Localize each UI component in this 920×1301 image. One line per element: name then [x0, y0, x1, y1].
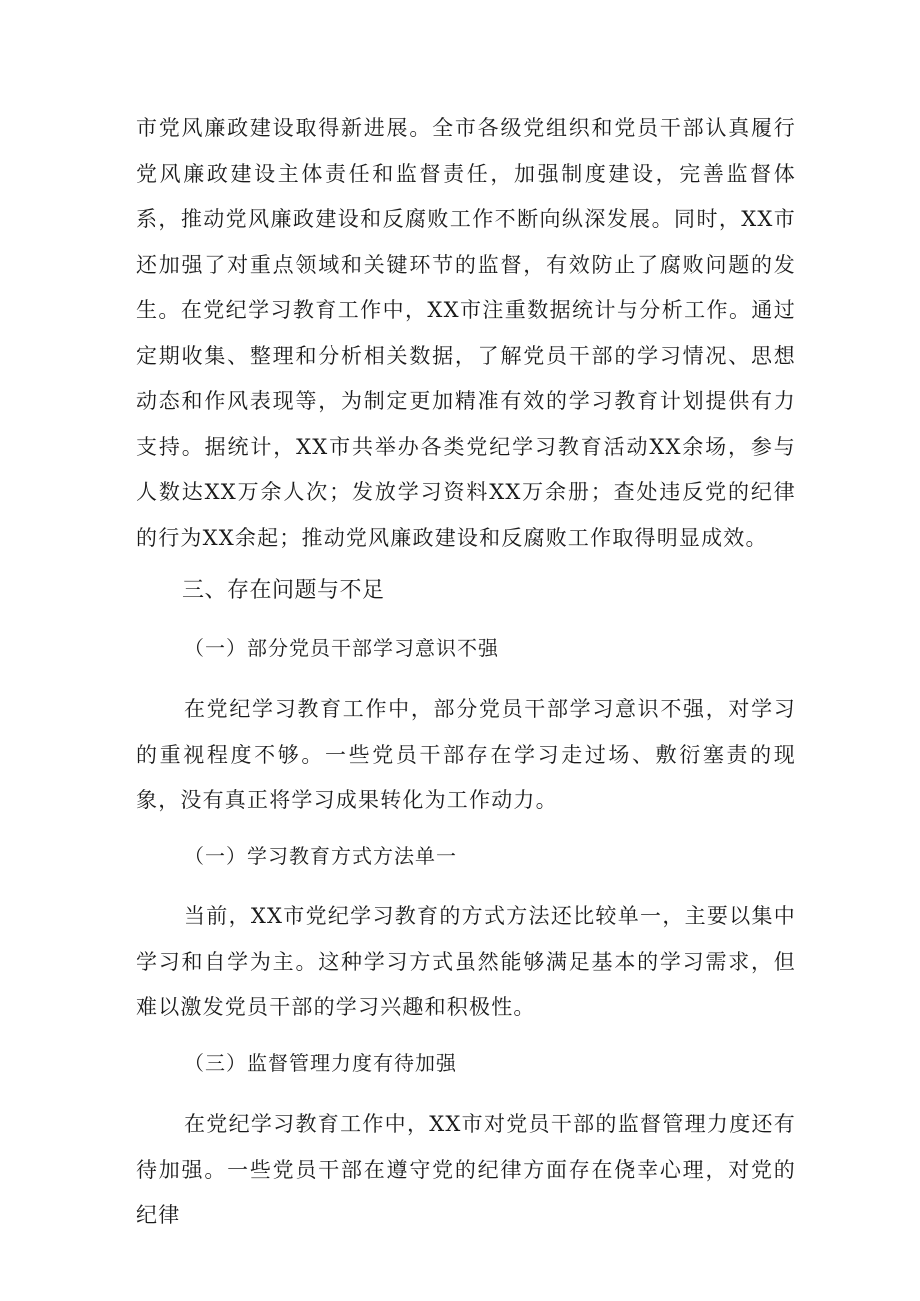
subsection-heading-1: （一）部分党员干部学习意识不强 [184, 636, 499, 660]
subsection-heading-2: （一）学习教育方式方法单一 [184, 844, 457, 868]
intro-paragraph: 市党风廉政建设取得新进展。全市各级党组织和党员干部认真履行党风廉政建设主体责任和监督责任，加强制度建设，完善监督体系，推动党风廉政建设和反腐败工作不断向纵深发展。同时，XX市还加强了对重点领域和关键环节的监督，有效防止了腐败问题的发生。在党纪学习教育工作中，XX市注重数据统计与分析工作。通过定期收集、整理和分析相关数据，了解党员干部的学习情况、思想动态和作风表现等，为制定更加精准有效的学习教育计划提供有力支持。据统计，XX市共举办各类党纪学习教育活动XX余场，参与人数达XX万余人次；发放学习资料XX万余册；查处违反党的纪律的行为XX余起；推动党风廉政建设和反腐败工作取得明显成效。 [136, 116, 796, 550]
section-heading-problems: 三、存在问题与不足 [182, 578, 385, 603]
subsection-body-1: 在党纪学习教育工作中，部分党员干部学习意识不强，对学习的重视程度不够。一些党员干部存在学习走过场、敷衍塞责的现象，没有真正将学习成果转化为工作动力。 [136, 697, 796, 812]
subsection-body-2: 当前，XX市党纪学习教育的方式方法还比较单一，主要以集中学习和自学为主。这种学习方式虽然能够满足基本的学习需求，但难以激发党员干部的学习兴趣和积极性。 [136, 904, 796, 1019]
subsection-body-3: 在党纪学习教育工作中，XX市对党员干部的监督管理力度还有待加强。一些党员干部在遵守党的纪律方面存在侥幸心理，对党的纪律 [136, 1112, 796, 1227]
subsection-heading-3: （三）监督管理力度有待加强 [184, 1051, 457, 1075]
